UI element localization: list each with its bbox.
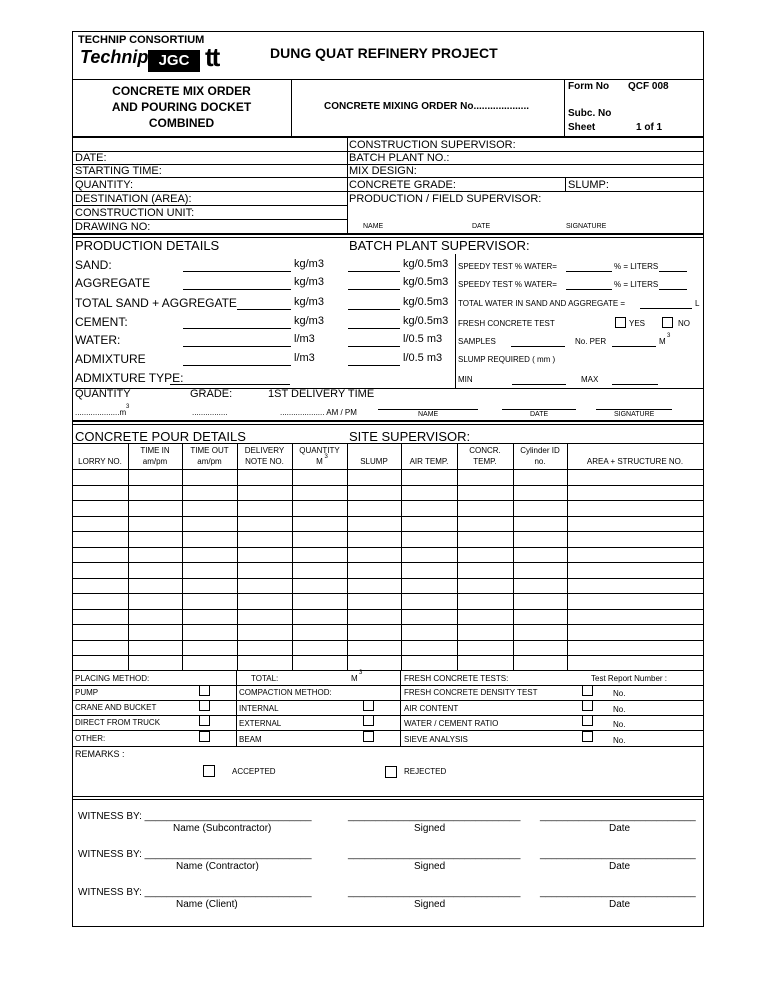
- technip-logo: Technip: [80, 47, 149, 67]
- date-line-1: ____________________________: [540, 811, 696, 822]
- table-row: [72, 578, 704, 579]
- sieve-no-label: No.: [613, 736, 626, 745]
- water-label: WATER:: [75, 333, 121, 347]
- pour-col-4-l1: QUANTITY: [299, 446, 340, 455]
- line: [72, 796, 704, 797]
- grade-dots: ................: [192, 408, 228, 417]
- quantity-row-label: QUANTITY: [75, 388, 131, 400]
- line: [566, 289, 612, 290]
- pour-col-9-l2: AREA + STRUCTURE NO.: [586, 457, 684, 466]
- line: [72, 670, 704, 671]
- line: [348, 365, 400, 366]
- accepted-label: ACCEPTED: [232, 767, 276, 776]
- line: [236, 670, 237, 746]
- pump-checkbox[interactable]: [199, 685, 210, 696]
- total-label: TOTAL:: [251, 674, 279, 683]
- line: [72, 205, 347, 206]
- aggregate-unit1: kg/m3: [294, 276, 324, 288]
- line: [659, 289, 687, 290]
- wc-ratio-label: WATER / CEMENT RATIO: [404, 719, 499, 728]
- witness-subcontractor-label: WITNESS BY: ______________________________: [78, 811, 312, 822]
- header-bottom: [72, 136, 704, 138]
- line: [400, 670, 401, 746]
- mix-design-label: MIX DESIGN:: [349, 165, 417, 177]
- tt-logo: tt: [205, 42, 219, 72]
- prod-date-caption: DATE: [530, 411, 549, 418]
- line: [72, 799, 704, 800]
- slump-required-label: SLUMP REQUIRED ( mm ): [458, 355, 556, 364]
- air-content-checkbox[interactable]: [582, 700, 593, 711]
- signed-caption-1: Signed: [414, 823, 446, 834]
- date-line-2: ____________________________: [540, 849, 696, 860]
- line: [565, 177, 566, 191]
- line: [511, 346, 565, 347]
- fresh-concrete-test-label: FRESH CONCRETE TEST: [458, 319, 555, 328]
- delivery-time-dots: .................... AM / PM: [280, 408, 357, 417]
- line: [72, 746, 704, 747]
- quantity-col-superscript: 3: [324, 454, 328, 460]
- test-report-label: Test Report Number :: [591, 674, 668, 683]
- line: [596, 409, 672, 410]
- speedy-test-2-label: SPEEDY TEST % WATER=: [458, 280, 557, 289]
- line: [612, 346, 656, 347]
- sand-unit2: kg/0.5m3: [403, 258, 449, 270]
- other-checkbox[interactable]: [199, 731, 210, 742]
- pour-col-8-l1: Cylinder ID: [520, 446, 560, 455]
- admixture-unit2: l/0.5 m3: [403, 352, 443, 364]
- pour-col-2-l1: TIME OUT: [190, 446, 229, 455]
- water-unit2: l/0.5 m3: [403, 333, 443, 345]
- admixture-type-label: ADMIXTURE TYPE:: [75, 371, 184, 385]
- speedy-test-2-suffix: % = LITERS: [614, 280, 659, 289]
- pump-label: PUMP: [75, 688, 99, 697]
- line: [612, 384, 658, 385]
- destination-label: DESTINATION (AREA):: [75, 193, 192, 205]
- first-delivery-label: 1ST DELIVERY TIME: [268, 388, 375, 400]
- table-row: [72, 593, 704, 594]
- line: [72, 191, 704, 192]
- line: [502, 409, 576, 410]
- compaction-method-label: COMPACTION METHOD:: [239, 688, 332, 697]
- crane-bucket-label: CRANE AND BUCKET: [75, 703, 157, 712]
- table-row: [72, 640, 704, 641]
- form-no-label: Form No: [568, 81, 610, 92]
- table-column-divider: [347, 443, 348, 670]
- table-column-divider: [567, 443, 568, 670]
- total-unit: M: [351, 674, 358, 683]
- pour-col-1-l1: TIME IN: [140, 446, 170, 455]
- total-superscript: 3: [359, 670, 363, 676]
- production-bottom: [72, 420, 704, 422]
- witness-subcontractor-role: Name (Subcontractor): [173, 823, 272, 834]
- density-checkbox[interactable]: [582, 685, 593, 696]
- fresh-tests-label: FRESH CONCRETE TESTS:: [404, 674, 509, 683]
- date-line-3: ____________________________: [540, 887, 696, 898]
- sand-label: SAND:: [75, 258, 112, 272]
- pour-details-title: CONCRETE POUR DETAILS: [75, 429, 246, 444]
- form-title-2: AND POURING DOCKET: [111, 100, 252, 114]
- wc-no-label: No.: [613, 720, 626, 729]
- air-no-label: No.: [613, 705, 626, 714]
- total-water-label: TOTAL WATER IN SAND AND AGGREGATE =: [458, 299, 626, 308]
- line: [183, 271, 291, 272]
- beam-label: BEAM: [239, 735, 262, 744]
- direct-truck-checkbox[interactable]: [199, 715, 210, 726]
- form-no-value: QCF 008: [628, 81, 669, 92]
- table-column-divider: [457, 443, 458, 670]
- signed-caption-3: Signed: [414, 899, 446, 910]
- drawing-no-label: DRAWING NO:: [75, 221, 151, 233]
- m3-unit: M: [659, 337, 666, 346]
- line: [378, 409, 478, 410]
- line: [348, 271, 400, 272]
- table-column-divider: [182, 443, 183, 670]
- beam-checkbox[interactable]: [363, 731, 374, 742]
- line: [72, 177, 704, 178]
- construction-unit-label: CONSTRUCTION UNIT:: [75, 207, 195, 219]
- sheet-value: 1 of 1: [636, 122, 663, 133]
- starting-time-label: STARTING TIME:: [75, 165, 162, 177]
- table-row: [72, 609, 704, 610]
- quantity-label: QUANTITY:: [75, 179, 134, 191]
- form-title-1: CONCRETE MIX ORDER: [112, 84, 251, 98]
- concrete-grade-label: CONCRETE GRADE:: [349, 179, 456, 191]
- line: [183, 328, 291, 329]
- accepted-checkbox[interactable]: [203, 765, 215, 777]
- site-supervisor-title: SITE SUPERVISOR:: [349, 429, 471, 444]
- cement-unit1: kg/m3: [294, 315, 324, 327]
- line: [183, 346, 291, 347]
- witness-contractor-label: WITNESS BY: ______________________________: [78, 849, 312, 860]
- line: [512, 384, 566, 385]
- date-caption: DATE: [472, 223, 491, 230]
- total-unit2: kg/0.5m3: [403, 296, 449, 308]
- date-caption-1: Date: [609, 823, 631, 834]
- no-label: NO: [678, 319, 690, 328]
- crane-bucket-checkbox[interactable]: [199, 700, 210, 711]
- line: [72, 388, 704, 389]
- witness-contractor-role: Name (Contractor): [176, 861, 259, 872]
- admixture-unit1: l/m3: [294, 352, 315, 364]
- pour-col-0-l2: LORRY NO.: [78, 457, 122, 466]
- witness-client-label: WITNESS BY: ______________________________: [78, 887, 312, 898]
- pour-col-7-l2: TEMP.: [473, 457, 497, 466]
- line: [348, 289, 400, 290]
- table-row: [72, 547, 704, 548]
- density-test-label: FRESH CONCRETE DENSITY TEST: [404, 688, 538, 697]
- line: [72, 219, 347, 220]
- line: [72, 685, 704, 686]
- frame-bottom: [72, 926, 704, 927]
- rejected-checkbox[interactable]: [385, 766, 397, 778]
- prod-signature-caption: SIGNATURE: [614, 411, 655, 418]
- table-column-divider: [237, 443, 238, 670]
- prod-name-caption: NAME: [418, 411, 439, 418]
- sand-unit1: kg/m3: [294, 258, 324, 270]
- table-column-divider: [128, 443, 129, 670]
- table-row: [72, 485, 704, 486]
- pour-col-5-l2: SLUMP: [360, 457, 388, 466]
- wc-ratio-checkbox[interactable]: [582, 715, 593, 726]
- line: [455, 254, 456, 388]
- line: [72, 730, 704, 731]
- min-label: MIN: [458, 375, 473, 384]
- header-divider: [72, 79, 704, 80]
- yes-checkbox[interactable]: [615, 317, 626, 328]
- line: [72, 715, 704, 716]
- remarks-label: REMARKS :: [75, 749, 125, 759]
- total-unit1: kg/m3: [294, 296, 324, 308]
- table-row: [72, 500, 704, 501]
- table-column-divider: [292, 443, 293, 670]
- cement-label: CEMENT:: [75, 315, 128, 329]
- pour-col-8-l2: no.: [534, 457, 546, 466]
- m3-superscript: 3: [667, 333, 671, 339]
- external-checkbox[interactable]: [363, 715, 374, 726]
- signed-line-3: _______________________________: [348, 887, 521, 898]
- total-water-unit: L: [695, 299, 700, 308]
- general-bottom: [72, 233, 704, 235]
- header-v1: [291, 79, 292, 137]
- speedy-test-1-suffix: % = LITERS: [614, 262, 659, 271]
- line: [72, 424, 704, 425]
- internal-label: INTERNAL: [239, 704, 279, 713]
- sieve-analysis-label: SIEVE ANALYSIS: [404, 735, 468, 744]
- admixture-label: ADMIXTURE: [75, 352, 146, 366]
- frame-left: [72, 31, 73, 927]
- line: [72, 700, 704, 701]
- aggregate-unit2: kg/0.5m3: [403, 276, 449, 288]
- frame-right: [703, 31, 704, 927]
- qty-superscript: 3: [126, 404, 130, 410]
- placing-method-label: PLACING METHOD:: [75, 674, 150, 683]
- table-column-divider: [513, 443, 514, 670]
- project-title: DUNG QUAT REFINERY PROJECT: [270, 45, 498, 61]
- density-no-label: No.: [613, 689, 626, 698]
- signed-line-1: _______________________________: [348, 811, 521, 822]
- table-row: [72, 655, 704, 656]
- line: [566, 271, 612, 272]
- pour-col-7-l1: CONCR.: [469, 446, 501, 455]
- name-caption: NAME: [363, 223, 384, 230]
- table-row: [72, 624, 704, 625]
- water-unit1: l/m3: [294, 333, 315, 345]
- table-row: [72, 562, 704, 563]
- direct-truck-label: DIRECT FROM TRUCK: [75, 718, 161, 727]
- pour-col-3-l1: DELIVERY: [244, 446, 285, 455]
- max-label: MAX: [581, 375, 599, 384]
- quantity-dots: ....................m: [75, 408, 127, 417]
- other-label: OTHER:: [75, 734, 106, 743]
- date-label: DATE:: [75, 152, 107, 164]
- header-v2: [564, 79, 565, 137]
- table-row: [72, 531, 704, 532]
- yes-label: YES: [629, 319, 646, 328]
- pour-col-1-l2: am/pm: [142, 457, 168, 466]
- signature-caption: SIGNATURE: [566, 223, 607, 230]
- witness-client-role: Name (Client): [176, 899, 238, 910]
- rejected-label: REJECTED: [404, 767, 447, 776]
- pour-header-bottom: [72, 469, 704, 470]
- no-per-label: No. PER: [575, 337, 607, 346]
- cement-unit2: kg/0.5m3: [403, 315, 449, 327]
- line: [183, 365, 291, 366]
- prod-field-supervisor-label: PRODUCTION / FIELD SUPERVISOR:: [349, 193, 542, 205]
- pour-col-2-l2: am/pm: [197, 457, 222, 466]
- line: [237, 309, 291, 310]
- line: [640, 308, 692, 309]
- table-column-divider: [401, 443, 402, 670]
- signed-caption-2: Signed: [414, 861, 446, 872]
- slump-label: SLUMP:: [568, 179, 609, 191]
- line: [659, 271, 687, 272]
- air-content-label: AIR CONTENT: [404, 704, 459, 713]
- construction-supervisor-label: CONSTRUCTION SUPERVISOR:: [349, 139, 516, 151]
- external-label: EXTERNAL: [239, 719, 282, 728]
- consortium-label: TECHNIP CONSORTIUM: [78, 34, 205, 46]
- samples-label: SAMPLES: [458, 337, 496, 346]
- sheet-label: Sheet: [568, 122, 596, 133]
- line: [348, 309, 400, 310]
- date-caption-3: Date: [609, 899, 631, 910]
- sieve-checkbox[interactable]: [582, 731, 593, 742]
- total-sand-aggregate-label: TOTAL SAND + AGGREGATE: [75, 296, 237, 310]
- line: [170, 384, 290, 385]
- no-checkbox[interactable]: [662, 317, 673, 328]
- pour-col-6-l2: AIR TEMP.: [409, 457, 449, 466]
- date-caption-2: Date: [609, 861, 631, 872]
- pour-header-top: [72, 443, 704, 444]
- form-title-3: COMBINED: [148, 116, 215, 130]
- batch-plant-supervisor-title: BATCH PLANT SUPERVISOR:: [349, 238, 530, 253]
- speedy-test-1-label: SPEEDY TEST % WATER=: [458, 262, 557, 271]
- line: [348, 346, 400, 347]
- pour-col-4-l2: M: [316, 457, 323, 466]
- grade-row-label: GRADE:: [190, 388, 233, 400]
- subc-no-label: Subc. No: [568, 108, 612, 119]
- line: [347, 136, 348, 233]
- aggregate-label: AGGREGATE: [75, 276, 151, 290]
- jgc-logo: JGC: [148, 50, 200, 72]
- line: [348, 328, 400, 329]
- signed-line-2: _______________________________: [348, 849, 521, 860]
- order-number-label: CONCRETE MIXING ORDER No....................: [324, 101, 530, 112]
- production-details-title: PRODUCTION DETAILS: [75, 238, 220, 253]
- frame-top: [72, 31, 704, 32]
- pour-col-3-l2: NOTE NO.: [245, 457, 284, 466]
- line: [183, 289, 291, 290]
- table-row: [72, 516, 704, 517]
- internal-checkbox[interactable]: [363, 700, 374, 711]
- batch-plant-no-label: BATCH PLANT NO.:: [349, 152, 450, 164]
